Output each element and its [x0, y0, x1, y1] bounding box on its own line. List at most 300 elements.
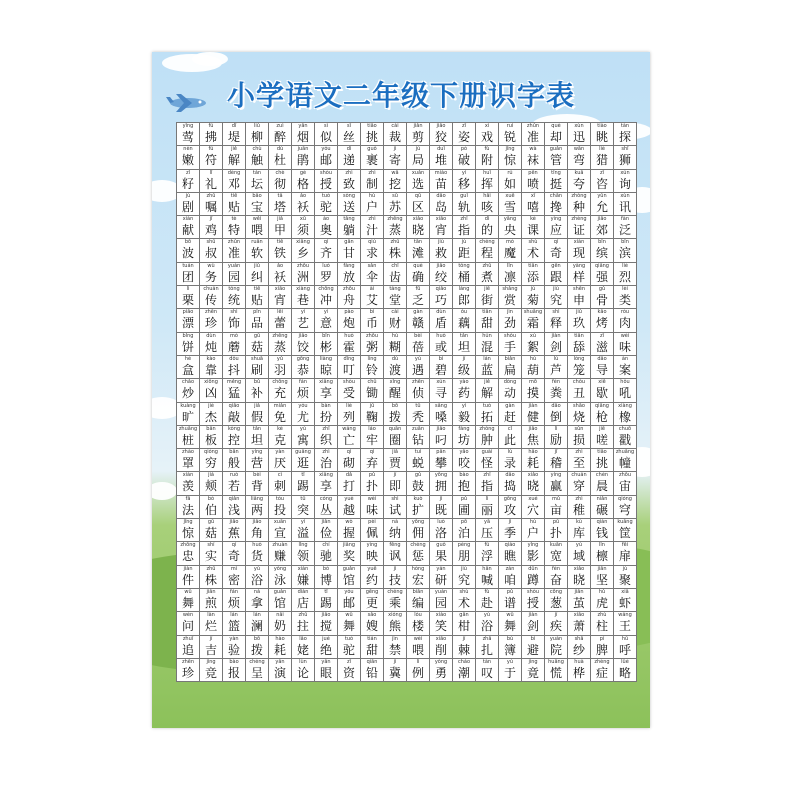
character-cell [476, 472, 499, 495]
pinyin-label: xiàng [618, 402, 632, 409]
character-cell [568, 612, 591, 635]
pinyin-label: chéng [387, 588, 403, 595]
character-cell [200, 659, 223, 682]
hanzi-character: 钱 [595, 526, 608, 541]
character-cell [177, 123, 200, 146]
pinyin-label: tǎ [277, 192, 283, 199]
pinyin-label: lóng [573, 355, 585, 362]
pinyin-label: jiù [553, 286, 559, 293]
pinyin-label: pēn [528, 169, 538, 176]
pinyin-label: pèi [368, 519, 376, 526]
pinyin-label: jiàn [183, 565, 193, 572]
hanzi-character: 狮 [618, 153, 631, 168]
hanzi-character: 鸡 [204, 223, 217, 238]
hanzi-character: 碾 [595, 502, 608, 517]
hanzi-character: 棘 [457, 642, 470, 657]
pinyin-label: dǎo [505, 472, 515, 479]
character-cell [614, 193, 637, 216]
character-cell [614, 239, 637, 262]
character-cell [361, 566, 384, 589]
pinyin-label: hé [184, 355, 192, 362]
hanzi-character: 茧 [572, 595, 585, 610]
character-cell [338, 216, 361, 239]
character-cell [269, 542, 292, 565]
hanzi-character: 朋 [457, 549, 470, 564]
character-cell [223, 216, 246, 239]
pinyin-label: dùn [436, 309, 446, 316]
hanzi-character: 浴 [480, 619, 493, 634]
pinyin-label: jì [393, 658, 397, 665]
pinyin-label: jí [554, 612, 558, 619]
hanzi-character: 强 [595, 269, 608, 284]
character-cell [430, 659, 453, 682]
pinyin-label: zuān [411, 425, 425, 432]
hanzi-character: 饼 [181, 339, 194, 354]
character-cell [568, 426, 591, 449]
hanzi-character: 锐 [503, 130, 516, 144]
character-cell [177, 286, 200, 309]
pinyin-label: gǔ [414, 472, 422, 479]
character-cell [499, 496, 522, 519]
character-cell [591, 193, 614, 216]
character-cell [499, 123, 522, 146]
pinyin-label: xiā [621, 588, 629, 595]
hanzi-character: 浮 [480, 549, 493, 564]
hanzi-character: 救 [434, 246, 447, 261]
pinyin-label: shì [230, 309, 238, 316]
pinyin-label: sū [392, 192, 398, 199]
hanzi-character: 扉 [618, 549, 631, 564]
hanzi-character: 穴 [526, 502, 539, 517]
character-cell [361, 263, 384, 286]
character-cell [384, 496, 407, 519]
hanzi-character: 泛 [618, 223, 631, 238]
pinyin-label: lán [483, 355, 491, 362]
hanzi-character: 稚 [572, 502, 585, 517]
hanzi-character: 竞 [204, 665, 217, 680]
hanzi-character: 戏 [480, 130, 493, 144]
hanzi-character: 投 [273, 502, 286, 517]
pinyin-label: xiǎng [319, 379, 333, 386]
hanzi-character: 簿 [503, 642, 516, 657]
pinyin-label: měng [226, 379, 242, 386]
character-cell [407, 426, 430, 449]
hanzi-character: 削 [434, 642, 447, 657]
pinyin-label: bào [459, 472, 469, 479]
character-cell [200, 333, 223, 356]
hanzi-character: 团 [181, 269, 194, 284]
pinyin-label: ǎo [276, 262, 284, 269]
character-cell [614, 286, 637, 309]
pinyin-label: yóu [321, 146, 331, 153]
pinyin-label: chū [367, 379, 377, 386]
character-cell [384, 216, 407, 239]
character-cell [545, 519, 568, 542]
pinyin-label: qū [414, 192, 422, 199]
character-cell [614, 496, 637, 519]
pinyin-label: yí [461, 169, 467, 176]
pinyin-label: yàn [229, 635, 239, 642]
hanzi-character: 滩 [411, 246, 424, 261]
hanzi-character: 域 [572, 549, 585, 564]
character-cell [476, 356, 499, 379]
character-cell [269, 659, 292, 682]
pinyin-label: cháo [457, 658, 471, 665]
hanzi-character: 礼 [204, 176, 217, 191]
character-cell [269, 193, 292, 216]
character-cell [292, 589, 315, 612]
character-cell [430, 216, 453, 239]
character-cell [246, 589, 269, 612]
character-cell [499, 659, 522, 682]
character-cell [315, 589, 338, 612]
pinyin-label: shì [552, 309, 560, 316]
character-cell [292, 659, 315, 682]
hanzi-character: 骨 [595, 293, 608, 308]
hanzi-character: 裁 [388, 130, 401, 144]
character-cell [499, 519, 522, 542]
character-cell [292, 263, 315, 286]
character-cell [246, 542, 269, 565]
hanzi-character: 惩 [411, 549, 424, 564]
character-cell [177, 333, 200, 356]
character-cell [591, 589, 614, 612]
hanzi-character: 杜 [273, 153, 286, 168]
hanzi-character: 略 [618, 665, 631, 680]
pinyin-label: hāi [483, 192, 491, 199]
character-cell [200, 636, 223, 659]
character-cell [292, 542, 315, 565]
pinyin-label: bèi [253, 472, 261, 479]
hanzi-character: 扩 [411, 502, 424, 517]
character-cell [292, 193, 315, 216]
character-cell [430, 496, 453, 519]
character-cell [292, 496, 315, 519]
hanzi-character: 赴 [480, 595, 493, 610]
pinyin-label: xī [530, 192, 536, 199]
hanzi-character: 糊 [388, 339, 401, 354]
hanzi-character: 摸 [526, 386, 539, 401]
hanzi-character: 嘱 [204, 199, 217, 214]
pinyin-label: wěi [252, 216, 262, 223]
hanzi-character: 乘 [388, 595, 401, 610]
hanzi-character: 赏 [503, 293, 516, 308]
hanzi-character: 准 [526, 130, 539, 144]
hanzi-character: 角 [250, 526, 263, 541]
pinyin-label: yán [436, 565, 446, 572]
pinyin-label: bó [207, 495, 215, 502]
character-cell [407, 356, 430, 379]
pinyin-label: biǎn [504, 355, 516, 362]
hanzi-character: 恭 [296, 362, 309, 377]
pinyin-label: tóu [275, 495, 285, 502]
hanzi-character: 课 [526, 223, 539, 238]
hanzi-character: 须 [296, 223, 309, 238]
pinyin-label: xiāo [435, 216, 447, 223]
character-cell [407, 286, 430, 309]
character-cell [269, 170, 292, 193]
pinyin-label: jī [209, 216, 213, 223]
pinyin-label: yǐng [527, 542, 539, 549]
hanzi-character: 烦 [227, 595, 240, 610]
hanzi-character: 园 [227, 269, 240, 284]
character-cell [591, 216, 614, 239]
pinyin-label: chuán [203, 286, 219, 293]
hanzi-character: 泊 [457, 526, 470, 541]
pinyin-label: tī [324, 588, 328, 595]
character-cell [246, 612, 269, 635]
character-cell [591, 333, 614, 356]
pinyin-label: kào [206, 355, 216, 362]
hanzi-character: 眺 [595, 130, 608, 144]
hanzi-character: 症 [595, 665, 608, 680]
character-cell [430, 193, 453, 216]
pinyin-label: chōng [272, 379, 288, 386]
hanzi-character: 坊 [457, 432, 470, 447]
hanzi-character: 邮 [342, 595, 355, 610]
character-cell [453, 193, 476, 216]
pinyin-label: fán [299, 379, 307, 386]
pinyin-label: piāo [182, 309, 194, 316]
hanzi-character: 煮 [480, 269, 493, 284]
character-cell [246, 426, 269, 449]
hanzi-character: 檩 [595, 549, 608, 564]
pinyin-label: guǒ [367, 146, 377, 153]
pinyin-label: chéng [249, 658, 265, 665]
pinyin-label: biān [412, 588, 424, 595]
hanzi-character: 躺 [342, 223, 355, 238]
character-cell [315, 286, 338, 309]
character-cell [430, 286, 453, 309]
hanzi-character: 喂 [250, 223, 263, 238]
character-cell [614, 566, 637, 589]
hanzi-character: 列 [342, 409, 355, 424]
hanzi-character: 菇 [204, 526, 217, 541]
character-cell [315, 449, 338, 472]
hanzi-character: 喊 [480, 572, 493, 587]
hanzi-character: 猛 [227, 386, 240, 401]
character-cell [200, 146, 223, 169]
character-cell [177, 263, 200, 286]
hanzi-character: 裹 [365, 153, 378, 168]
pinyin-label: gān [459, 612, 469, 619]
pinyin-label: yù [483, 612, 491, 619]
hanzi-character: 技 [388, 572, 401, 587]
character-cell [200, 403, 223, 426]
character-cell [568, 542, 591, 565]
character-cell [476, 193, 499, 216]
pinyin-label: huāng [548, 658, 564, 665]
hanzi-character: 蒸 [273, 339, 286, 354]
character-cell [292, 286, 315, 309]
pinyin-label: bīn [322, 332, 330, 339]
pinyin-label: wèi [620, 332, 630, 339]
pinyin-label: jié [208, 402, 214, 409]
hanzi-character: 圃 [457, 502, 470, 517]
hanzi-character: 杰 [204, 409, 217, 424]
pinyin-label: fū [415, 286, 421, 293]
hanzi-character: 格 [296, 176, 309, 191]
character-cell [522, 193, 545, 216]
character-cell [315, 123, 338, 146]
pinyin-label: zhōu [296, 262, 310, 269]
pinyin-label: jiǔ [576, 309, 582, 316]
hanzi-character: 味 [618, 339, 631, 354]
pinyin-label: xiōng [204, 379, 218, 386]
pinyin-label: shēn [572, 286, 586, 293]
pinyin-label: hǔ [598, 588, 606, 595]
hanzi-character: 霜 [526, 316, 539, 331]
character-cell [269, 239, 292, 262]
hanzi-character: 约 [365, 572, 378, 587]
hanzi-character: 宏 [411, 572, 424, 587]
pinyin-label: shuāng [523, 309, 543, 316]
hanzi-character: 赚 [273, 549, 286, 564]
character-cell [476, 589, 499, 612]
hanzi-character: 汁 [365, 223, 378, 238]
pinyin-label: ruì [506, 123, 514, 129]
hanzi-character: 虾 [618, 595, 631, 610]
character-cell [476, 403, 499, 426]
hanzi-character: 挺 [549, 176, 562, 191]
hanzi-character: 蘑 [227, 339, 240, 354]
pinyin-label: jìng [206, 658, 216, 665]
hanzi-character: 询 [618, 176, 631, 191]
character-cell [591, 636, 614, 659]
character-cell [522, 449, 545, 472]
character-cell [499, 216, 522, 239]
pinyin-label: jiǎn [321, 519, 331, 526]
pinyin-label: tè [231, 216, 237, 223]
pinyin-label: chí [322, 542, 330, 549]
hanzi-character: 似 [319, 130, 332, 144]
hanzi-character: 管 [549, 153, 562, 168]
pinyin-label: tǎn [252, 425, 262, 432]
hanzi-character: 驰 [319, 549, 332, 564]
hanzi-character: 宙 [618, 479, 631, 494]
hanzi-character: 授 [319, 176, 332, 191]
hanzi-character: 指 [457, 223, 470, 238]
character-cell [292, 170, 315, 193]
character-cell [430, 309, 453, 332]
hanzi-character: 移 [457, 176, 470, 191]
character-cell [384, 426, 407, 449]
hanzi-character: 艺 [296, 316, 309, 331]
character-cell [361, 612, 384, 635]
pinyin-label: tū [300, 495, 306, 502]
character-cell [453, 449, 476, 472]
pinyin-label: sǔn [574, 425, 584, 432]
pinyin-label: shī [621, 146, 629, 153]
character-cell [614, 542, 637, 565]
character-cell [522, 309, 545, 332]
hanzi-character: 丛 [319, 502, 332, 517]
pinyin-label: tǒng [228, 286, 240, 293]
hanzi-character: 萧 [572, 619, 585, 634]
pinyin-label: tuó [321, 192, 331, 199]
pinyin-label: fēi [621, 542, 629, 549]
hanzi-character: 赶 [503, 409, 516, 424]
hanzi-character: 烂 [204, 619, 217, 634]
character-cell [223, 566, 246, 589]
pinyin-label: gǔ [598, 286, 606, 293]
character-cell [338, 309, 361, 332]
pinyin-label: tiě [276, 239, 284, 246]
character-cell [591, 612, 614, 635]
hanzi-character: 齿 [388, 269, 401, 284]
hanzi-character: 如 [503, 176, 516, 191]
pinyin-label: wèn [182, 612, 194, 619]
pinyin-label: wān [573, 146, 585, 153]
hanzi-character: 领 [296, 549, 309, 564]
pinyin-label: wǔ [184, 588, 192, 595]
pinyin-label: zhǔn [227, 239, 241, 246]
hanzi-character: 泳 [273, 572, 286, 587]
character-cell [246, 403, 269, 426]
character-cell [476, 612, 499, 635]
pinyin-label: xiāo [435, 635, 447, 642]
character-cell [614, 659, 637, 682]
pinyin-label: zhì [575, 449, 583, 456]
character-cell [223, 123, 246, 146]
hanzi-character: 影 [526, 549, 539, 564]
pinyin-label: chéng [410, 542, 426, 549]
character-cell [591, 472, 614, 495]
character-cell [361, 216, 384, 239]
pinyin-label: jí [462, 355, 466, 362]
hanzi-character: 舞 [181, 595, 194, 610]
hanzi-character: 敲 [227, 409, 240, 424]
character-cell [499, 309, 522, 332]
pinyin-label: qì [346, 449, 352, 456]
hanzi-character: 旷 [181, 409, 194, 424]
hanzi-character: 粪 [549, 386, 562, 401]
character-cell [522, 566, 545, 589]
character-cell [499, 333, 522, 356]
pinyin-label: qióng [204, 449, 218, 456]
character-cell [522, 239, 545, 262]
pinyin-label: lǎo [299, 635, 307, 642]
character-cell [200, 589, 223, 612]
hanzi-character: 彻 [273, 176, 286, 191]
pinyin-label: yōng [434, 472, 448, 479]
hanzi-character: 制 [365, 176, 378, 191]
pinyin-label: liàng [319, 355, 333, 362]
hanzi-character: 筐 [618, 526, 631, 541]
page-title: 小学语文二年级下册识字表 [226, 79, 575, 112]
pinyin-label: pào [344, 309, 354, 316]
pinyin-label: xiāo [573, 612, 585, 619]
character-cell [568, 636, 591, 659]
pinyin-label: zhù [597, 612, 607, 619]
character-cell [246, 123, 269, 146]
hanzi-character: 佣 [411, 526, 424, 541]
hanzi-character: 扑 [365, 479, 378, 494]
character-cell [430, 636, 453, 659]
hanzi-character: 铅 [365, 665, 378, 680]
character-cell [499, 379, 522, 402]
character-cell [338, 636, 361, 659]
character-cell [591, 263, 614, 286]
hanzi-character: 博 [319, 572, 332, 587]
hanzi-character: 呼 [618, 642, 631, 657]
hanzi-character: 挥 [480, 176, 493, 191]
pinyin-label: làn [207, 612, 215, 619]
pinyin-label: sī [347, 123, 351, 129]
hanzi-character: 谱 [503, 595, 516, 610]
pinyin-label: gū [253, 332, 261, 339]
character-cell [522, 263, 545, 286]
